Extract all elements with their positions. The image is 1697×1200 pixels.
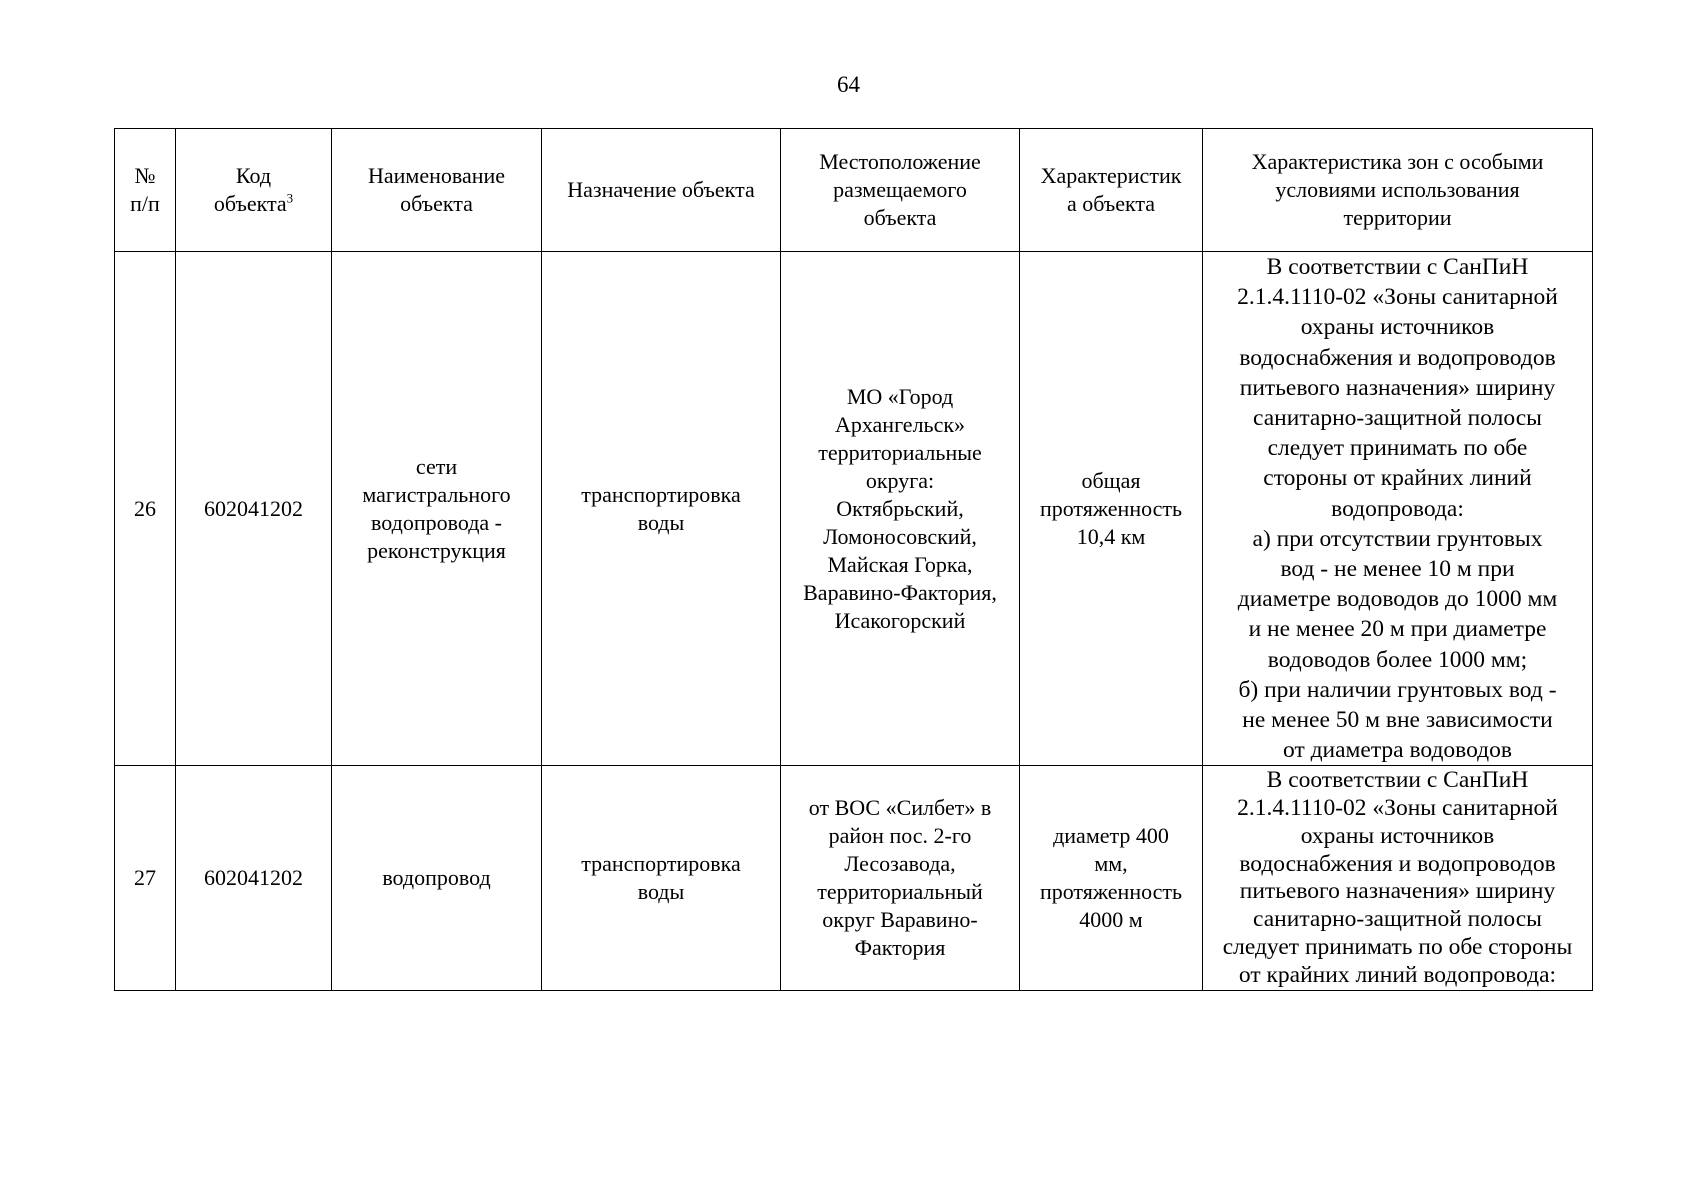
cell-code: 602041202 <box>176 766 332 991</box>
cell-characteristic: общая протяженность 10,4 км <box>1020 252 1203 766</box>
page-number: 64 <box>837 72 860 97</box>
header-code-label: Код объекта <box>213 163 287 216</box>
header-zones: Характеристика зон с особыми условиями использования территории <box>1203 129 1593 252</box>
cell-num: 27 <box>115 766 176 991</box>
header-num: № п/п <box>115 129 176 252</box>
cell-characteristic: диаметр 400 мм, протяженность 4000 м <box>1020 766 1203 991</box>
cell-num: 26 <box>115 252 176 766</box>
cell-name: сети магистрального водопровода - реконструкция <box>332 252 542 766</box>
cell-purpose: транспортировка воды <box>542 252 781 766</box>
cell-purpose: транспортировка воды <box>542 766 781 991</box>
header-name: Наименование объекта <box>332 129 542 252</box>
header-purpose: Назначение объекта <box>542 129 781 252</box>
cell-name: водопровод <box>332 766 542 991</box>
table-row <box>115 766 1593 991</box>
cell-zones: В соответствии с СанПиН 2.1.4.1110-02 «Зоны санитарной охраны источников водоснабжения и водопроводов питьевого назначения» ширину санитарно-защитной полосы следует принимать по обе стороны от крайних линий водопровода: а) при отсутствии грунтовых вод - не менее 10 м при диаметре водоводов до 1000 мм и не менее 20 м при диаметре водоводов более 1000 мм; б) при наличии грунтовых вод - не менее 50 м вне зависимости от диаметра водоводов <box>1203 252 1593 766</box>
header-characteristic: Характеристик а объекта <box>1020 129 1203 252</box>
cell-code: 602041202 <box>176 252 332 766</box>
table-row <box>115 252 1593 766</box>
footnote-marker: 3 <box>286 190 294 206</box>
header-code <box>176 129 332 252</box>
cell-location: МО «Город Архангельск» территориальные округа: Октябрьский, Ломоносовский, Майская Горка, Варавино-Фактория, Исакогорский <box>781 252 1020 766</box>
cell-zones: В соответствии с СанПиН 2.1.4.1110-02 «Зоны санитарной охраны источников водоснабжения и водопроводов питьевого назначения» ширину санитарно-защитной полосы следует принимать по обе стороны от крайних линий водопровода: <box>1203 766 1593 991</box>
objects-table <box>114 128 1593 991</box>
header-location: Местоположение размещаемого объекта <box>781 129 1020 252</box>
header-row <box>115 129 1593 252</box>
cell-location: от ВОС «Силбет» в район пос. 2-го Лесозавода, территориальный округ Варавино- Фактория <box>781 766 1020 991</box>
